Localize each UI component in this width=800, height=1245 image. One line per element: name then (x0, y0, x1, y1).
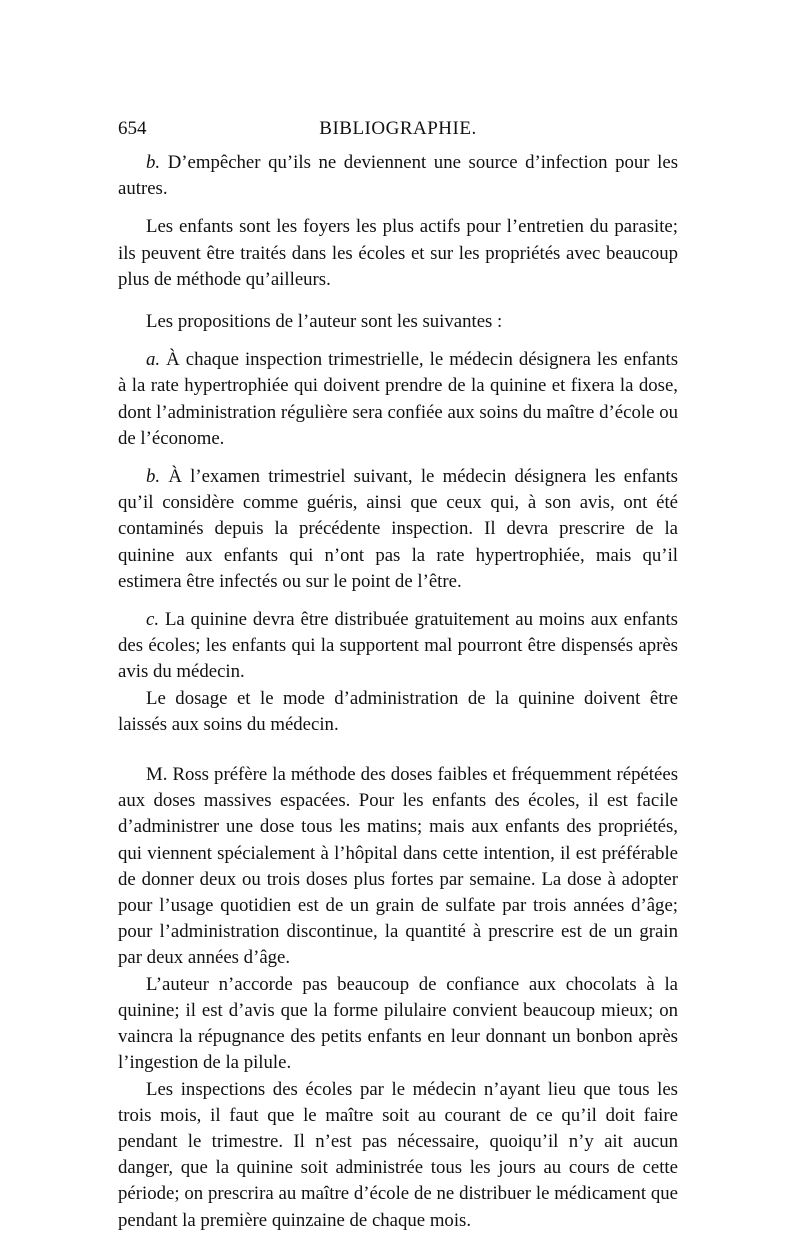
paragraph-ross-method (118, 762, 678, 972)
paragraph-text: M. Ross préfère la méthode des doses faibles et fréquemment répétées aux doses massives espacées. Pour les enfants des écoles, il est facile d’administrer une dose tous les matins; mais aux enfants des propriétés, qui viennent spécialement à l’hôpital dans cette intention, il est préférable de donner deux ou trois doses plus fortes par semaine. La dose à adopter pour l’usage quotidien est de un grain de sulfate par trois années d’âge; pour l’administration discontinue, la quantité à prescrire est de un grain par deux années d’âge. (118, 764, 678, 969)
running-title: BIBLIOGRAPHIE. (319, 118, 477, 139)
body-text (118, 150, 678, 1234)
paragraph-inspections (118, 1077, 678, 1234)
item-marker: a. (146, 349, 161, 371)
paragraph-dosage (118, 686, 678, 738)
paragraph-item-b-contagion (118, 150, 678, 202)
paragraph-chocolats (118, 972, 678, 1077)
paragraph-children-foyers (118, 214, 678, 293)
paragraph-text: Les inspections des écoles par le médecin n’ayant lieu que tous les trois mois, il faut que le maître soit au courant de ce qu’il doit faire pendant le trimestre. Il n’est pas nécessaire, quoiqu’il n’y ait aucun danger, que la quinine soit administrée tous les jours au cours de cette période; on prescrira au maître d’école de ne distribuer le médicament que pendant la première quinzaine de chaque mois. (118, 1078, 678, 1231)
paragraph-text: Les enfants sont les foyers les plus actifs pour l’entretien du parasite; ils peuvent être traités dans les écoles et sur les propriétés avec beaucoup plus de méthode qu’ailleurs. (118, 216, 678, 290)
page-number: 654 (118, 118, 147, 139)
item-marker: c. (146, 609, 160, 631)
paragraph-item-b (118, 464, 678, 595)
item-marker: b. (146, 152, 161, 173)
paragraph-text: Le dosage et le mode d’administration de la quinine doivent être laissés aux soins du médecin. (118, 687, 678, 735)
paragraph-text: Les propositions de l’auteur sont les suivantes : (146, 311, 503, 333)
paragraph-text: La quinine devra être distribuée gratuitement au moins aux enfants des écoles; les enfants qui la supportent mal pourront être dispensés après avis du médecin. (118, 609, 678, 683)
paragraph-text: À chaque inspection trimestrielle, le médecin désignera les enfants à la rate hypertrophiée qui doivent prendre de la quinine et fixera la dose, dont l’administration régulière sera confiée aux soins du maître d’école ou de l’économe. (118, 349, 679, 449)
paragraph-item-c (118, 607, 678, 686)
paragraph-text: L’auteur n’accorde pas beaucoup de confiance aux chocolats à la quinine; il est d’avis que la forme pilulaire convient beaucoup mieux; on vaincra la répugnance des petits enfants en leur donnant un bonbon après l’ingestion de la pilule. (118, 973, 678, 1074)
paragraph-text: D’empêcher qu’ils ne deviennent une source d’infection pour les autres. (118, 152, 679, 200)
paragraph-text: À l’examen trimestriel suivant, le médecin désignera les enfants qu’il considère comme guéris, ainsi que ceux qui, à son avis, ont été contaminés depuis la précédente inspection. Il devra prescrire de la quinine aux enfants qui n’ont pas la rate hypertrophiée, mais qu’il estimera être infectés ou sur le point de l’être. (118, 466, 678, 592)
paragraph-propositions-intro (118, 309, 678, 335)
page-header (118, 118, 678, 142)
paragraph-item-a (118, 347, 678, 452)
item-marker: b. (146, 466, 161, 488)
